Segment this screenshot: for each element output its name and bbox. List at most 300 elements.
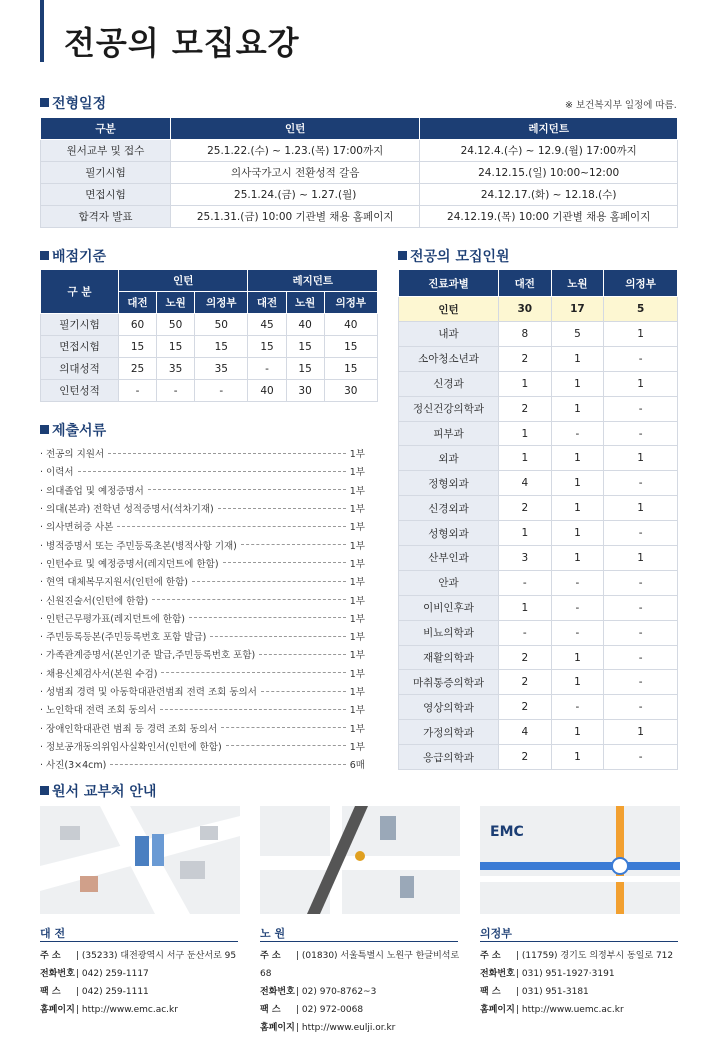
list-item [40, 627, 365, 645]
separator: | [516, 969, 522, 979]
leader-line [241, 544, 346, 545]
place-name-nowon: 노 원 [260, 927, 286, 940]
recruit-cell: 1 [499, 421, 552, 446]
recruit-cell: 1 [551, 645, 604, 670]
doc-quantity: 1부 [349, 668, 365, 680]
leader-line [78, 471, 346, 472]
list-item [40, 590, 365, 608]
separator: | [76, 987, 82, 997]
doc-quantity: 1부 [349, 485, 365, 497]
recruit-cell: 1 [551, 521, 604, 546]
score-header: 구 분 [41, 270, 119, 314]
doc-quantity: 1부 [349, 504, 365, 516]
table-row [41, 358, 378, 380]
separator: | [516, 1005, 522, 1015]
place-info-value: 031) 951-3181 [521, 987, 589, 997]
place-info-row [40, 1001, 240, 1019]
recruit-cell: 1 [551, 720, 604, 745]
place-info-label: 홈페이지 [260, 1023, 295, 1033]
recruit-cell: - [551, 570, 604, 595]
score-cell: - [195, 380, 248, 402]
table-row [41, 336, 378, 358]
place-info-row [480, 1001, 680, 1019]
doc-name: · 인턴근무평가표(레지던트에 한함) [40, 613, 185, 625]
recruit-cell: 2 [499, 496, 552, 521]
place-divider [480, 941, 678, 942]
doc-name: · 채용신체검사서(본원 수검) [40, 668, 158, 680]
recruit-cell: 1 [604, 720, 678, 745]
score-cell: 30 [286, 380, 324, 402]
doc-name: · 이력서 [40, 467, 74, 479]
doc-quantity: 1부 [349, 741, 365, 753]
recruit-cell: 신경외과 [399, 496, 499, 521]
recruit-cell: 8 [499, 322, 552, 347]
recruit-cell: 1 [551, 396, 604, 421]
schedule-cell: 24.12.19.(목) 10:00 기관별 채용 홈페이지 [420, 206, 678, 228]
leader-line [226, 745, 346, 746]
doc-quantity: 1부 [349, 467, 365, 479]
separator: | [296, 1023, 302, 1033]
place-info-label: 전화번호 [40, 969, 75, 979]
score-cell: 40 [248, 380, 286, 402]
table-row [41, 314, 378, 336]
recruit-header: 진료과별 [399, 270, 499, 297]
list-item [40, 755, 365, 773]
table-row [399, 695, 678, 720]
recruit-cell: 1 [604, 496, 678, 521]
doc-name: · 병적증명서 또는 주민등록초본(병적사항 기재) [40, 540, 237, 552]
place-divider [40, 941, 238, 942]
leader-line [259, 654, 346, 655]
score-header-resident: 레지던트 [248, 270, 378, 292]
recruit-cell: 2 [499, 645, 552, 670]
schedule-cell: 의사국가고시 전환성적 갈음 [171, 162, 420, 184]
place-info-value: 042) 259-1111 [81, 987, 149, 997]
recruit-cell: 1 [499, 371, 552, 396]
recruit-cell: - [604, 346, 678, 371]
score-heading: 배점기준 [40, 246, 106, 266]
leader-line [110, 764, 345, 765]
score-subheader: 의정부 [195, 292, 248, 314]
recruit-cell: 안과 [399, 570, 499, 595]
recruit-cell: 가정의학과 [399, 720, 499, 745]
score-cell: 35 [195, 358, 248, 380]
score-subheader: 노원 [286, 292, 324, 314]
recruit-cell: 5 [551, 322, 604, 347]
place-info-row [480, 947, 680, 965]
leader-line [218, 508, 346, 509]
separator: | [516, 951, 522, 961]
list-item [40, 499, 365, 517]
recruit-cell: 이비인후과 [399, 595, 499, 620]
recruit-cell: 2 [499, 670, 552, 695]
list-item [40, 645, 365, 663]
list-item [40, 737, 365, 755]
leader-line [192, 581, 346, 582]
score-cell: 면접시험 [41, 336, 119, 358]
recruit-cell: 1 [499, 595, 552, 620]
recruit-cell: 영상의학과 [399, 695, 499, 720]
place-divider [260, 941, 458, 942]
list-item [40, 535, 365, 553]
recruit-cell: 1 [551, 346, 604, 371]
table-row [399, 620, 678, 645]
recruit-cell: - [604, 521, 678, 546]
title-accent-bar [40, 0, 44, 62]
recruit-cell: 내과 [399, 322, 499, 347]
recruit-cell: 1 [551, 496, 604, 521]
recruit-cell: - [604, 645, 678, 670]
place-info-value[interactable]: http://www.eulji.or.kr [301, 1023, 396, 1033]
leader-line [160, 709, 346, 710]
doc-name: · 정보공개동의위임사실확인서(인턴에 한함) [40, 741, 222, 753]
recruit-cell: 정신건강의학과 [399, 396, 499, 421]
doc-quantity: 1부 [349, 687, 365, 698]
recruit-cell: 1 [551, 670, 604, 695]
recruit-cell: 마취통증의학과 [399, 670, 499, 695]
list-item [40, 609, 365, 627]
score-cell: 45 [248, 314, 286, 336]
score-subheader: 대전 [248, 292, 286, 314]
schedule-cell: 합격자 발표 [41, 206, 171, 228]
recruit-cell: 3 [499, 546, 552, 571]
recruit-cell: - [499, 620, 552, 645]
place-info-label: 팩 스 [480, 987, 501, 997]
schedule-note: ※ 보건복지부 일정에 따름. [565, 100, 677, 111]
schedule-cell: 24.12.4.(수) ~ 12.9.(월) 17:00까지 [420, 140, 678, 162]
recruit-cell: - [551, 595, 604, 620]
recruit-table [398, 269, 678, 770]
recruit-cell: - [604, 595, 678, 620]
doc-name: · 의사면허증 사본 [40, 522, 114, 534]
recruit-cell: 외과 [399, 446, 499, 471]
place-info-value[interactable]: http://www.emc.ac.kr [81, 1005, 178, 1015]
table-row [399, 521, 678, 546]
emc-logo: EMC [490, 824, 524, 840]
recruit-cell: 2 [499, 396, 552, 421]
doc-name: · 사진(3×4cm) [40, 760, 107, 772]
table-row [399, 446, 678, 471]
table-row [41, 380, 378, 402]
schedule-cell: 필기시험 [41, 162, 171, 184]
score-cell: 의대성적 [41, 358, 119, 380]
list-item [40, 682, 365, 700]
recruit-intern-cell: 5 [604, 297, 678, 322]
recruit-cell: 2 [499, 695, 552, 720]
score-cell: 필기시험 [41, 314, 119, 336]
score-cell: 15 [119, 336, 157, 358]
place-info-daejeon [40, 947, 240, 1019]
place-name-daejeon: 대 전 [40, 927, 66, 940]
doc-name: · 현역 대체복무지원서(인턴에 한함) [40, 577, 188, 589]
doc-quantity: 1부 [349, 595, 365, 607]
separator: | [296, 987, 302, 997]
place-info-value: 031) 951-1927·3191 [521, 969, 615, 979]
table-row [399, 496, 678, 521]
score-subheader: 노원 [157, 292, 195, 314]
recruit-cell: 1 [499, 521, 552, 546]
recruit-cell: - [604, 695, 678, 720]
separator: | [296, 1005, 302, 1015]
table-row [399, 297, 678, 322]
place-info-label: 주 소 [40, 951, 61, 961]
doc-name: · 장애인학대관련 범죄 등 경력 조회 동의서 [40, 723, 218, 735]
table-row [41, 140, 678, 162]
score-header-intern: 인턴 [119, 270, 248, 292]
recruit-cell: 2 [499, 745, 552, 770]
list-item [40, 700, 365, 718]
recruit-cell: 산부인과 [399, 546, 499, 571]
table-row [41, 184, 678, 206]
place-info-row [260, 983, 460, 1001]
recruit-cell: 1 [551, 446, 604, 471]
table-row [399, 720, 678, 745]
recruit-cell: 1 [551, 471, 604, 496]
separator: | [76, 969, 82, 979]
score-cell: 15 [195, 336, 248, 358]
leader-line [261, 691, 346, 692]
recruit-cell: 1 [551, 371, 604, 396]
score-subheader: 대전 [119, 292, 157, 314]
table-row [399, 421, 678, 446]
place-info-label: 주 소 [480, 951, 501, 961]
recruit-cell: - [604, 396, 678, 421]
table-row [399, 346, 678, 371]
place-info-value: (11759) 경기도 의정부시 동일로 712 [521, 951, 674, 961]
leader-line [161, 672, 345, 673]
recruit-cell: 1 [499, 446, 552, 471]
place-info-label: 전화번호 [260, 987, 295, 997]
score-cell: 15 [157, 336, 195, 358]
doc-name: · 성범죄 경력 및 아동학대관련범죄 전력 조회 동의서 [40, 687, 257, 698]
recruit-cell: 4 [499, 720, 552, 745]
recruit-cell: - [604, 620, 678, 645]
recruit-cell: - [604, 570, 678, 595]
list-item [40, 481, 365, 499]
recruit-cell: - [551, 695, 604, 720]
schedule-table [40, 117, 678, 228]
recruit-cell: - [604, 745, 678, 770]
recruit-heading: 전공의 모집인원 [398, 246, 510, 266]
list-item [40, 572, 365, 590]
recruit-cell: 신경과 [399, 371, 499, 396]
schedule-header: 구분 [41, 118, 171, 140]
score-cell: 인턴성적 [41, 380, 119, 402]
schedule-header: 레지던트 [420, 118, 678, 140]
schedule-cell: 25.1.31.(금) 10:00 기관별 채용 홈페이지 [171, 206, 420, 228]
table-row [399, 645, 678, 670]
place-info-label: 팩 스 [260, 1005, 281, 1015]
doc-name: · 전공의 지원서 [40, 449, 105, 461]
table-row [41, 206, 678, 228]
schedule-cell: 24.12.17.(화) ~ 12.18.(수) [420, 184, 678, 206]
place-info-row [260, 1001, 460, 1019]
schedule-cell: 25.1.22.(수) ~ 1.23.(목) 17:00까지 [171, 140, 420, 162]
score-cell: 40 [286, 314, 324, 336]
recruit-cell: - [604, 421, 678, 446]
doc-quantity: 1부 [349, 577, 365, 589]
score-cell: 15 [286, 358, 324, 380]
recruit-cell: - [551, 421, 604, 446]
doc-quantity: 1부 [349, 613, 365, 625]
doc-quantity: 1부 [349, 632, 365, 644]
table-row [399, 570, 678, 595]
recruit-cell: 1 [604, 322, 678, 347]
place-info-row [40, 983, 240, 1001]
schedule-cell: 원서교부 및 접수 [41, 140, 171, 162]
score-cell: 60 [119, 314, 157, 336]
score-cell: 15 [248, 336, 286, 358]
list-item [40, 664, 365, 682]
recruit-header: 의정부 [604, 270, 678, 297]
list-item [40, 517, 365, 535]
leader-line [221, 727, 346, 728]
docs-list [40, 444, 365, 773]
schedule-cell: 면접시험 [41, 184, 171, 206]
score-cell: 15 [324, 336, 377, 358]
separator: | [296, 951, 302, 961]
recruit-cell: 성형외과 [399, 521, 499, 546]
table-row [399, 595, 678, 620]
place-info-value[interactable]: http://www.uemc.ac.kr [521, 1005, 624, 1015]
doc-quantity: 1부 [349, 522, 365, 534]
recruit-cell: 1 [604, 446, 678, 471]
score-cell: 50 [195, 314, 248, 336]
place-info-value: (01830) 서울특별시 노원구 한글비석로68 [260, 951, 460, 979]
table-row [399, 745, 678, 770]
doc-name: · 의대졸업 및 예정증명서 [40, 485, 144, 497]
table-row [41, 162, 678, 184]
place-info-uijeongbu [480, 947, 680, 1019]
table-row [399, 471, 678, 496]
place-info-value: 02) 972-0068 [301, 1005, 364, 1015]
doc-name: · 신원진술서(인턴에 한함) [40, 595, 149, 607]
doc-quantity: 1부 [349, 540, 365, 552]
place-info-row [260, 1019, 460, 1037]
recruit-cell: - [604, 670, 678, 695]
schedule-cell: 24.12.15.(일) 10:00~12:00 [420, 162, 678, 184]
recruit-header: 대전 [499, 270, 552, 297]
recruit-intern-cell: 인턴 [399, 297, 499, 322]
score-cell: - [248, 358, 286, 380]
recruit-cell: 재활의학과 [399, 645, 499, 670]
place-info-label: 홈페이지 [480, 1005, 515, 1015]
recruit-cell: 2 [499, 346, 552, 371]
list-item [40, 554, 365, 572]
place-info-value: 02) 970-8762~3 [301, 987, 377, 997]
doc-quantity: 1부 [349, 449, 365, 461]
leader-line [223, 562, 346, 563]
recruit-header: 노원 [551, 270, 604, 297]
leader-line [108, 453, 346, 454]
recruit-cell: 정형외과 [399, 471, 499, 496]
doc-name: · 의대(본과) 전학년 성적증명서(석차기재) [40, 504, 214, 516]
place-info-label: 전화번호 [480, 969, 515, 979]
recruit-cell: 1 [551, 745, 604, 770]
score-cell: 25 [119, 358, 157, 380]
doc-quantity: 1부 [349, 723, 365, 735]
score-cell: 15 [286, 336, 324, 358]
score-cell: 50 [157, 314, 195, 336]
score-subheader: 의정부 [324, 292, 377, 314]
score-cell: 35 [157, 358, 195, 380]
place-info-row [40, 947, 240, 965]
doc-name: · 노인학대 전력 조회 동의서 [40, 705, 157, 717]
schedule-cell: 25.1.24.(금) ~ 1.27.(월) [171, 184, 420, 206]
recruit-cell: 4 [499, 471, 552, 496]
score-cell: - [119, 380, 157, 402]
docs-heading: 제출서류 [40, 420, 106, 440]
recruit-cell: 1 [604, 546, 678, 571]
place-info-row [40, 965, 240, 983]
doc-name: · 가족관계증명서(본인기준 발급,주민등록번호 포함) [40, 650, 256, 662]
doc-quantity: 1부 [349, 558, 365, 570]
score-table [40, 269, 378, 402]
doc-quantity: 1부 [349, 650, 365, 662]
place-info-value: (35233) 대전광역시 서구 둔산서로 95 [81, 951, 237, 961]
recruit-cell: - [551, 620, 604, 645]
score-cell: 30 [324, 380, 377, 402]
separator: | [76, 951, 82, 961]
recruit-cell: 피부과 [399, 421, 499, 446]
place-info-value: 042) 259-1117 [81, 969, 149, 979]
score-cell: - [157, 380, 195, 402]
map-uijeongbu [480, 806, 680, 914]
list-item [40, 718, 365, 736]
recruit-intern-cell: 17 [551, 297, 604, 322]
places-heading: 원서 교부처 안내 [40, 781, 156, 801]
recruit-cell: - [499, 570, 552, 595]
doc-name: · 인턴수료 및 예정증명서(레지던트에 한함) [40, 558, 219, 570]
recruit-cell: 1 [604, 371, 678, 396]
recruit-cell: 1 [551, 546, 604, 571]
separator: | [516, 987, 522, 997]
doc-name: · 주민등록등본(주민등록번호 포함 발급) [40, 632, 207, 644]
place-info-row [260, 947, 460, 983]
table-row [399, 322, 678, 347]
place-info-label: 팩 스 [40, 987, 61, 997]
recruit-intern-cell: 30 [499, 297, 552, 322]
separator: | [76, 1005, 82, 1015]
table-row [399, 670, 678, 695]
schedule-heading: 전형일정 [40, 93, 106, 113]
place-info-row [480, 983, 680, 1001]
score-cell: 40 [324, 314, 377, 336]
schedule-header: 인턴 [171, 118, 420, 140]
leader-line [189, 617, 346, 618]
leader-line [152, 599, 346, 600]
place-name-uijeongbu: 의정부 [480, 927, 512, 940]
map-nowon [260, 806, 460, 914]
table-row [399, 371, 678, 396]
table-row [399, 396, 678, 421]
score-cell: 15 [324, 358, 377, 380]
table-row [399, 546, 678, 571]
list-item [40, 462, 365, 480]
recruit-cell: 응급의학과 [399, 745, 499, 770]
doc-quantity: 6매 [349, 760, 365, 772]
map-daejeon [40, 806, 240, 914]
place-info-label: 주 소 [260, 951, 281, 961]
page-title: 전공의 모집요강 [64, 24, 300, 62]
place-info-row [480, 965, 680, 983]
recruit-cell: - [604, 471, 678, 496]
recruit-cell: 소아청소년과 [399, 346, 499, 371]
place-info-label: 홈페이지 [40, 1005, 75, 1015]
leader-line [117, 526, 345, 527]
recruit-cell: 비뇨의학과 [399, 620, 499, 645]
leader-line [148, 489, 346, 490]
